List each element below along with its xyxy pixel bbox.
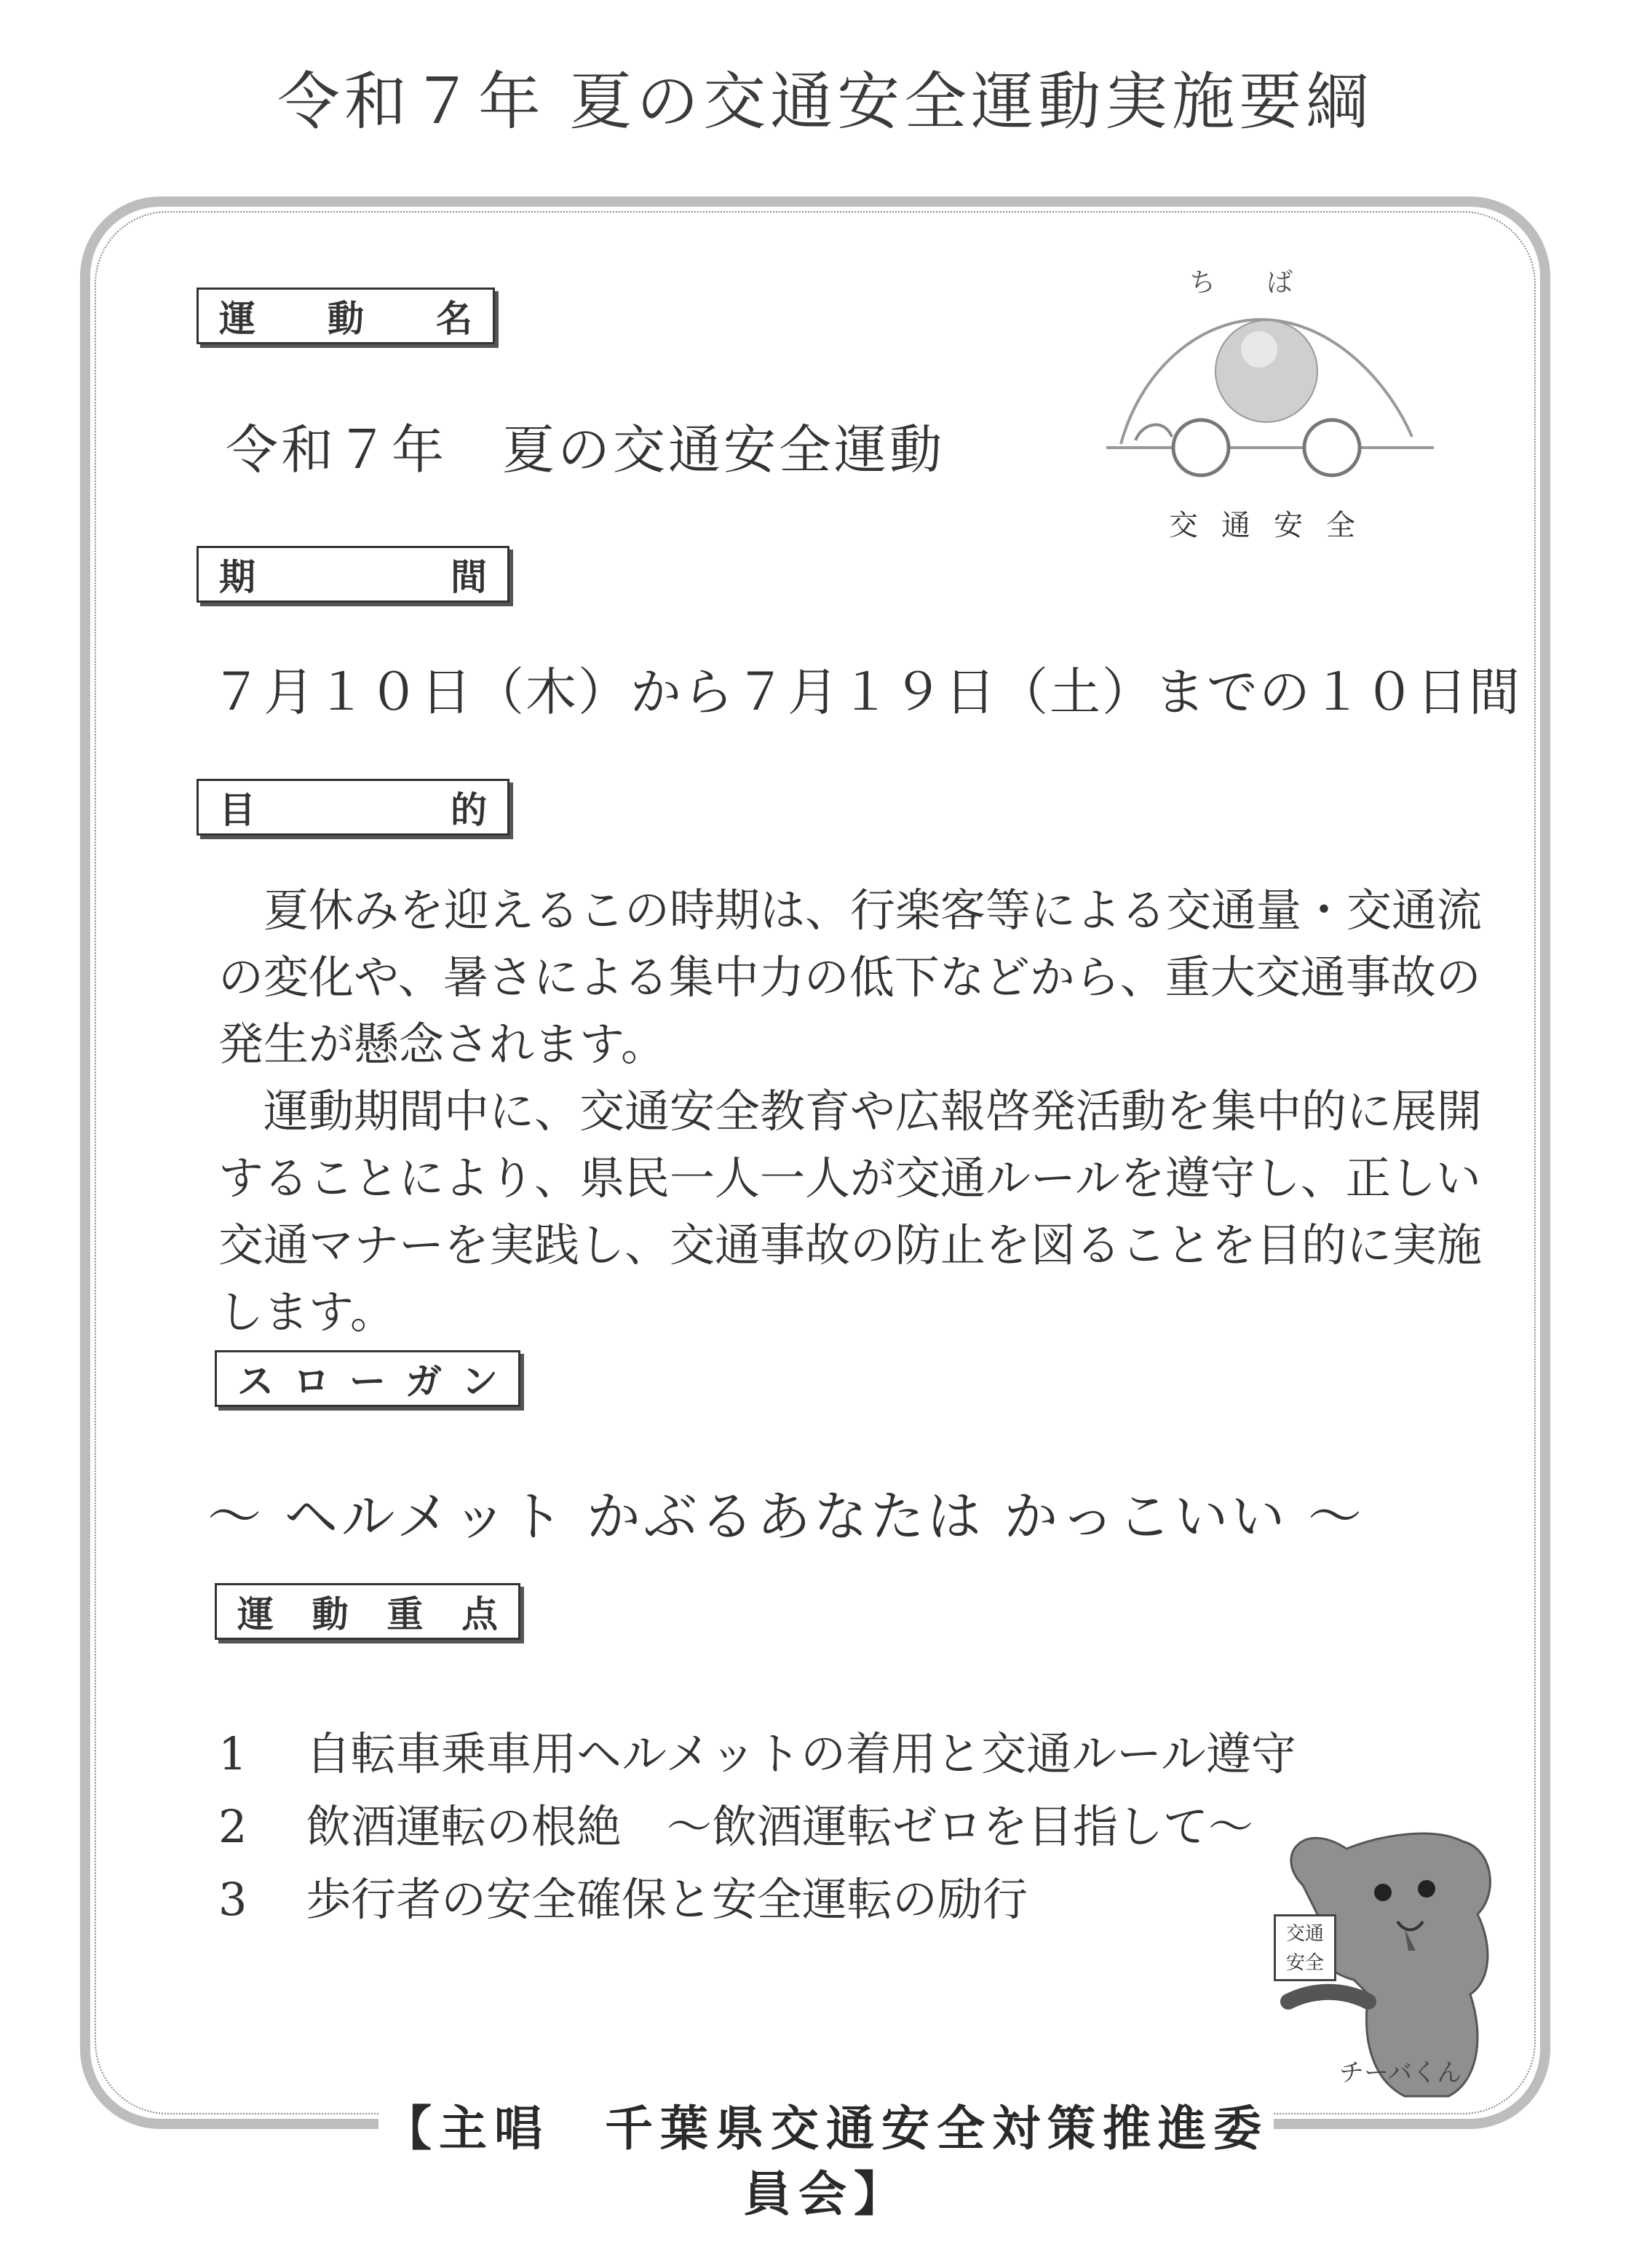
traffic-safety-sign: 交通 安全 (1274, 1914, 1336, 1981)
campaign-name: 令和７年 夏の交通安全運動 (226, 419, 945, 480)
logo-top-text: ちば (1189, 268, 1344, 298)
focus-list (218, 1718, 1296, 1936)
section-label-focus: 運 動 重 点 (215, 1583, 520, 1640)
section-label-slogan: ス ロ ー ガ ン (215, 1350, 520, 1407)
campaign-period: ７月１０日（木）から７月１９日（土）までの１０日間 (211, 662, 1521, 722)
purpose-paragraph-2: 運動期間中に、交通安全教育や広報啓発活動を集中的に展開することにより、県民一人一人が交通ルールを遵守し、正しい交通マナーを実践し、交通事故の防止を図ることを目的に実施します。 (218, 1085, 1483, 1339)
section-label-period: 期 間 (197, 546, 509, 603)
list-item: 3 歩行者の安全確保と安全運転の励行 (218, 1873, 1028, 1926)
logo-bottom-text: 交通安全 (1169, 509, 1379, 542)
mascot-name: チーバくん (1339, 2058, 1462, 2087)
document-title: 令和７年 夏の交通安全運動実施要綱 (277, 66, 1373, 138)
slogan-text: ～ ヘルメット かぶるあなたは かっこいい ～ (207, 1486, 1365, 1548)
purpose-paragraph-1: 夏休みを迎えるこの時期は、行楽客等による交通量・交通流の変化や、暑さによる集中力の低下などから、重大交通事故の発生が懸念されます。 (218, 884, 1483, 1071)
list-item: 1 自転車乗車用ヘルメットの着用と交通ルール遵守 (218, 1727, 1296, 1780)
chiba-traffic-safety-logo (1092, 262, 1441, 546)
section-label-purpose: 目 的 (197, 779, 509, 836)
section-label-name: 運 動 名 (197, 288, 495, 344)
purpose-text (218, 877, 1499, 1346)
list-item: 2 飲酒運転の根絶 ～飲酒運転ゼロを目指して～ (218, 1800, 1254, 1853)
footer-sponsor: 【主唱 千葉県交通安全対策推進委員会】 (378, 2096, 1274, 2162)
